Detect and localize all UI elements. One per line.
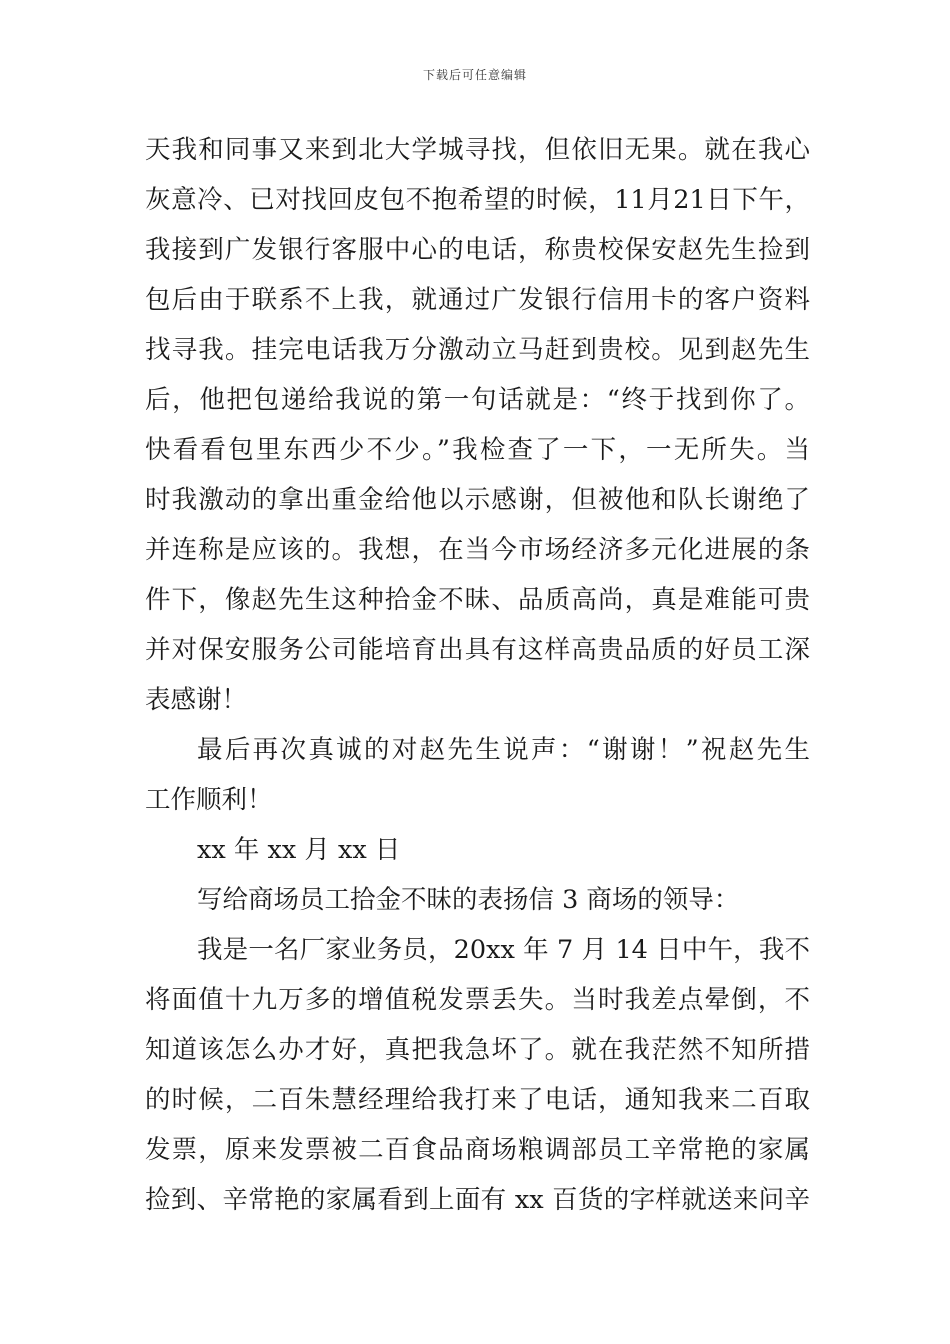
text-line: 天我和同事又来到北大学城寻找，但依旧无果。就在我心 (145, 135, 810, 165)
text-line: 找寻我。挂完电话我万分激动立马赶到贵校。见到赵先生 (145, 335, 810, 365)
text-line: 时我激动的拿出重金给他以示感谢，但被他和队长谢绝了 (145, 485, 810, 515)
text-line: 发票，原来发票被二百食品商场粮调部员工辛常艳的家属 (145, 1135, 810, 1165)
text-line: 知道该怎么办才好，真把我急坏了。就在我茫然不知所措 (145, 1035, 810, 1065)
letter-heading: 写给商场员工拾金不昧的表扬信 3 商场的领导： (197, 885, 740, 915)
text-line: 包后由于联系不上我，就通过广发银行信用卡的客户资料 (145, 285, 810, 315)
text-line: 表感谢！ (145, 685, 248, 715)
text-line: 快看看包里东西少不少。”我检查了一下，一无所失。当 (145, 435, 810, 465)
header-note: 下载后可任意编辑 (422, 68, 527, 82)
text-line: 我是一名厂家业务员，20xx 年 7 月 14 日中午，我不 (197, 935, 810, 965)
date-line: xx 年 xx 月 xx 日 (197, 835, 401, 865)
text-line: 我接到广发银行客服中心的电话，称贵校保安赵先生捡到 (145, 235, 810, 265)
text-line: 最后再次真诚的对赵先生说声：“谢谢！”祝赵先生 (197, 735, 810, 765)
text-line: 件下，像赵先生这种拾金不昧、品质高尚，真是难能可贵 (145, 585, 810, 615)
text-line: 并对保安服务公司能培育出具有这样高贵品质的好员工深 (145, 635, 810, 665)
text-line: 将面值十九万多的增值税发票丢失。当时我差点晕倒，不 (145, 985, 810, 1015)
text-line: 工作顺利！ (145, 785, 273, 815)
text-line: 后，他把包递给我说的第一句话就是：“终于找到你了。 (145, 385, 810, 415)
text-line: 灰意冷、已对找回皮包不抱希望的时候，11月21日下午， (145, 185, 810, 215)
document-body (145, 125, 810, 1225)
text-line: 的时候，二百朱慧经理给我打来了电话，通知我来二百取 (145, 1085, 810, 1115)
text-line: 并连称是应该的。我想，在当今市场经济多元化进展的条 (145, 535, 810, 565)
text-line: 捡到、辛常艳的家属看到上面有 xx 百货的字样就送来问辛 (145, 1185, 810, 1215)
